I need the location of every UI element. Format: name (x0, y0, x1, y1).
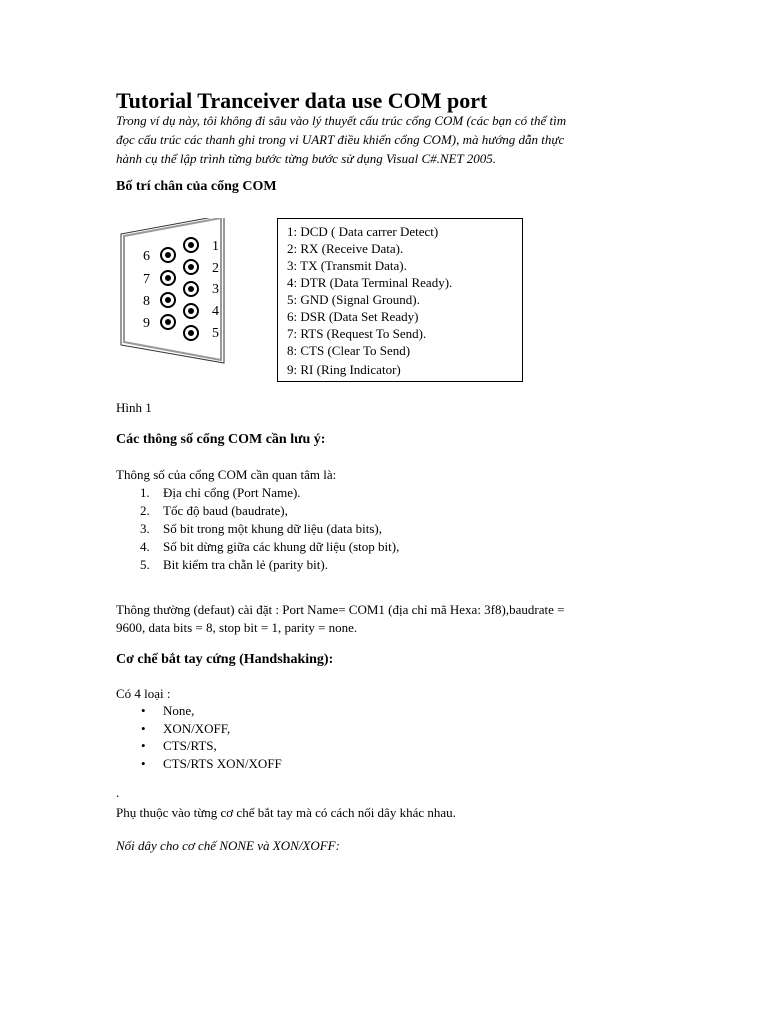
intro-line: đọc cấu trúc các thanh ghi trong vi UART điều khiển cổng COM), mà hướng dẫn thực (116, 132, 565, 147)
document-title: Tutorial Tranceiver data use COM port (116, 88, 488, 113)
list-item: 2. Tốc độ baud (baudrate), (140, 503, 288, 518)
default-settings-line: Thông thường (defaut) cài đặt : Port Name= COM1 (địa chỉ mã Hexa: 3f8),baudrate = (116, 602, 565, 617)
pin-label: 6 (143, 249, 150, 264)
intro-line: Trong ví dụ này, tôi không đi sâu vào lý thuyết cấu trúc cổng COM (các bạn có thể tìm (116, 113, 567, 128)
pin-label: 7 (143, 272, 150, 287)
pin-label: 9 (143, 316, 150, 331)
figure-caption: Hình 1 (116, 400, 152, 415)
list-item: • XON/XOFF, (141, 720, 231, 736)
pin-label: 3 (212, 282, 219, 297)
pin-label: 1 (212, 239, 219, 254)
pin-description-box (277, 218, 523, 382)
params-intro: Thông số của cổng COM cần quan tâm là: (116, 467, 337, 482)
default-settings-line: 9600, data bits = 8, stop bit = 1, parity = none. (116, 620, 358, 635)
pin-description: 2: RX (Receive Data). (287, 241, 404, 256)
list-item: • CTS/RTS, (141, 738, 217, 753)
pin-label: 4 (212, 304, 219, 319)
intro-line: hành cụ thể lập trình từng bước từng bước sử dụng Visual C#.NET 2005. (116, 151, 496, 166)
db9-connector-diagram (118, 218, 238, 366)
list-item: 1. Địa chỉ cổng (Port Name). (140, 485, 301, 500)
pin-row-left (161, 248, 175, 329)
pin-label: 8 (143, 294, 150, 309)
pin-row-right (184, 238, 198, 340)
stray-dot: . (116, 785, 120, 800)
pin-description: 7: RTS (Request To Send). (287, 326, 427, 341)
intro-paragraph (116, 111, 676, 168)
pin-description: 3: TX (Transmit Data). (287, 258, 407, 273)
list-item: 5. Bit kiểm tra chẵn lẻ (parity bit). (140, 557, 328, 572)
list-item: • CTS/RTS XON/XOFF (141, 755, 282, 771)
pin-label: 5 (212, 326, 219, 341)
wiring-none-heading: Nối dây cho cơ chế NONE và XON/XOFF: (116, 838, 340, 853)
list-item: 4. Số bit dừng giữa các khung dữ liệu (stop bit), (140, 539, 400, 554)
list-item: 3. Số bit trong một khung dữ liệu (data bits), (140, 521, 383, 536)
pin-description: 6: DSR (Data Set Ready) (287, 309, 419, 324)
pin-label: 2 (212, 261, 219, 276)
section-heading-params: Các thông số cổng COM cần lưu ý: (116, 432, 326, 447)
pin-description: 5: GND (Signal Ground). (287, 292, 420, 307)
handshake-list (116, 702, 282, 772)
list-item: • None, (141, 703, 195, 718)
pin-description: 4: DTR (Data Terminal Ready). (287, 275, 453, 290)
pin-description: 8: CTS (Clear To Send) (287, 343, 411, 358)
handshake-intro: Có 4 loại : (116, 686, 171, 701)
wiring-note: Phụ thuộc vào từng cơ chế bắt tay mà có cách nối dây khác nhau. (116, 805, 456, 820)
section-heading-handshake: Cơ chế bắt tay cứng (Handshaking): (116, 652, 334, 667)
pin-description: 1: DCD ( Data carrer Detect) (287, 224, 439, 239)
section-heading-pinout: Bố trí chân của cổng COM (116, 179, 277, 194)
pin-description: 9: RI (Ring Indicator) (287, 362, 401, 377)
params-list (116, 484, 399, 574)
